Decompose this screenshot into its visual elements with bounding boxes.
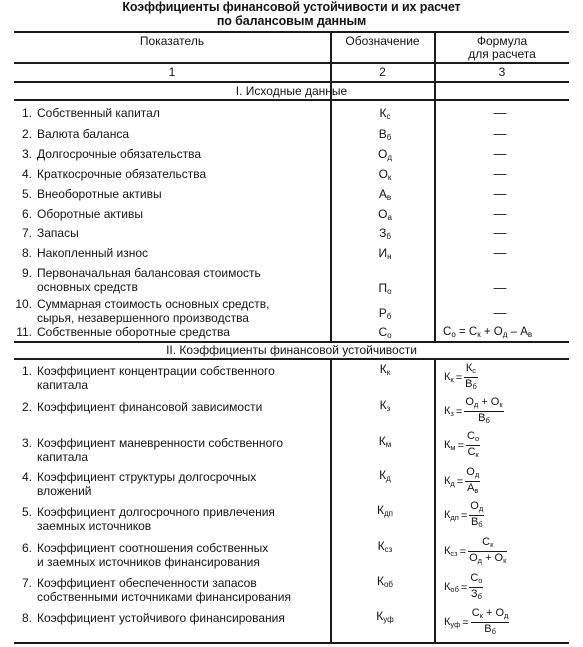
row-2-indicator: 2. Валюта баланса xyxy=(21,127,130,141)
coef-row-6-indicator: 6. Коэффициент соотношения собственных и заемных источников финансирования xyxy=(21,541,269,569)
row-5-formula: — xyxy=(493,186,507,201)
row-10-designation: $Р_б$ xyxy=(378,306,392,321)
coef-row-2-indicator: 2. Коэффициент финансовой зависимости xyxy=(21,400,263,414)
row-3-indicator: 3. Долгосрочные обязательства xyxy=(21,147,202,161)
row-7-formula: — xyxy=(493,225,507,240)
section-1-title: I. Исходные данные xyxy=(235,84,348,98)
coef-row-6-formula: $К_{сз}$ = $С_к$ $О_д + О_к$ xyxy=(444,536,507,565)
row-11-formula: $С_о = С_к + О_д - А_в$ xyxy=(443,326,533,339)
coef-row-7-designation: $К_{об}$ xyxy=(376,574,394,589)
row-3-formula: — xyxy=(493,146,507,161)
coef-row-8-formula: $К_{уф}$ = $С_к + О_д$ $В_б$ xyxy=(444,607,509,636)
row-5-indicator: 5. Внеоборотные активы xyxy=(21,187,162,201)
header-designation: Обозначение xyxy=(345,34,420,48)
row-7-designation: $З_б$ xyxy=(379,226,391,241)
coef-row-3-designation: $К_м$ xyxy=(378,434,392,449)
coef-row-1-indicator: 1. Коэффициент концентрации собственного капитала xyxy=(21,364,275,392)
row-8-formula: — xyxy=(493,245,507,260)
row-2-designation: $В_б$ xyxy=(378,127,392,142)
row-10-formula: — xyxy=(493,305,507,320)
coef-row-5-indicator: 5. Коэффициент долгосрочного привлечения заемных источников xyxy=(21,505,275,533)
row-1-formula: — xyxy=(493,105,507,120)
rule-header xyxy=(14,62,569,64)
coef-row-1-formula: $К_к$ = $К_с$ $В_б$ xyxy=(444,362,477,391)
row-7-indicator: 7. Запасы xyxy=(21,226,79,240)
header-formula xyxy=(435,35,569,61)
coef-row-7-formula: $К_{об}$ = $С_о$ $З_б$ xyxy=(444,572,483,601)
row-10-indicator: 10. Суммарная стоимость основных средств, сырья, незавершенного производства xyxy=(15,297,270,325)
row-4-indicator: 4. Краткосрочные обязательства xyxy=(21,167,207,181)
col-divider-1c xyxy=(330,358,332,642)
header-formula-line1: Формула xyxy=(476,34,528,48)
row-2-formula: — xyxy=(493,126,507,141)
coef-row-4-indicator: 4. Коэффициент структуры долгосрочных вложений xyxy=(21,470,257,498)
coef-row-6-designation: $К_{сз}$ xyxy=(377,539,393,554)
col-number-3: 3 xyxy=(498,65,506,79)
row-4-designation: $О_к$ xyxy=(378,167,392,182)
row-6-designation: $О_а$ xyxy=(378,207,392,222)
rule-bottom xyxy=(14,642,569,644)
coef-row-5-formula: $К_{дп}$ = $О_д$ $В_б$ xyxy=(444,500,484,529)
col-divider-1b xyxy=(330,99,332,341)
row-9-formula: — xyxy=(493,280,507,295)
section-2-title: II. Коэффициенты финансовой устойчивости xyxy=(166,343,417,357)
row-3-designation: $О_д$ xyxy=(377,147,392,162)
coef-row-5-designation: $К_{дп}$ xyxy=(377,503,393,518)
col-divider-2c xyxy=(434,358,436,642)
coef-row-4-designation: $К_д$ xyxy=(379,468,391,483)
header-formula-line2: для расчета xyxy=(468,47,536,61)
rule-section2-title xyxy=(14,358,569,360)
col-number-1: 1 xyxy=(168,65,176,79)
col-divider-2b xyxy=(434,99,436,341)
row-11-designation: $С_о$ xyxy=(378,325,392,340)
col-number-2: 2 xyxy=(379,65,386,79)
coef-row-7-indicator: 7. Коэффициент обеспеченности запасов собственными источниками финансирования xyxy=(21,576,291,604)
title-line-2: по балансовым данным xyxy=(216,14,367,28)
coef-row-2-formula: $К_з$ = $О_д + О_к$ $В_б$ xyxy=(444,396,503,425)
coef-row-4-formula: $К_д$ = $О_д$ $А_в$ xyxy=(444,466,480,495)
row-5-designation: $А_в$ xyxy=(378,187,392,202)
header-indicator: Показатель xyxy=(139,34,205,48)
rule-section1 xyxy=(14,99,569,101)
coef-row-2-designation: $К_з$ xyxy=(379,398,391,413)
row-1-designation: $К_с$ xyxy=(379,106,391,121)
row-8-designation: $И_н$ xyxy=(378,246,392,261)
row-6-indicator: 6. Оборотные активы xyxy=(21,207,143,221)
row-6-formula: — xyxy=(493,206,507,221)
coef-row-1-designation: $К_к$ xyxy=(379,362,391,377)
row-9-designation: $П_о$ xyxy=(378,281,392,296)
rule-numbers xyxy=(14,81,569,83)
page-title xyxy=(0,0,583,28)
coef-row-3-formula: $К_м$ = $С_о$ $С_к$ xyxy=(444,430,480,459)
row-9-indicator: 9. Первоначальная балансовая стоимость основных средств xyxy=(21,266,261,294)
row-8-indicator: 8. Накопленный износ xyxy=(21,246,148,260)
coef-row-8-indicator: 8. Коэффициент устойчивого финансирования xyxy=(21,611,285,625)
row-11-indicator: 11. Собственные оборотные средства xyxy=(16,325,230,339)
coef-row-3-indicator: 3. Коэффициент маневренности собственного капитала xyxy=(21,436,284,464)
title-line-1: Коэффициенты финансовой устойчивости и их расчет xyxy=(122,0,461,14)
rule-top xyxy=(14,31,569,33)
coef-row-8-designation: $К_{уф}$ xyxy=(376,609,394,624)
row-4-formula: — xyxy=(493,166,507,181)
row-1-indicator: 1. Собственный капитал xyxy=(21,106,160,120)
